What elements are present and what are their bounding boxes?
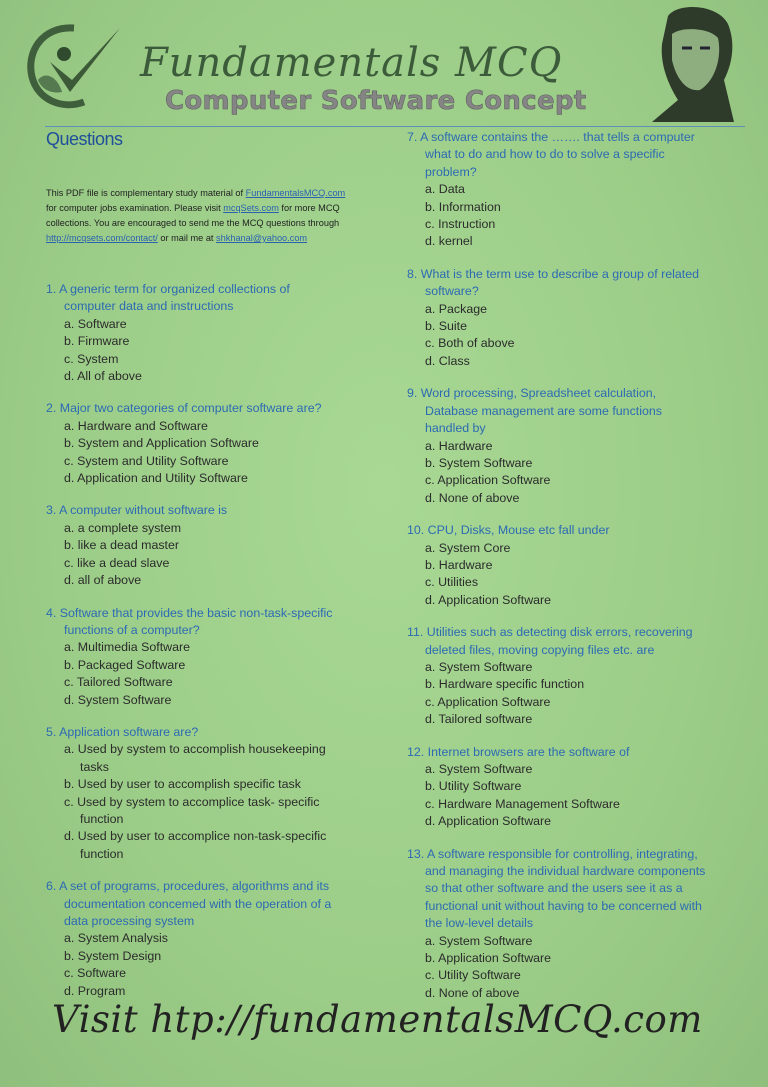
answer-option: a. a complete system	[64, 520, 182, 535]
question-block	[407, 624, 727, 728]
intro-text: for computer jobs examination. Please visit	[46, 203, 224, 213]
answer-option: a. System Software	[425, 933, 533, 948]
answer-option: b. System and Application Software	[64, 436, 259, 451]
section-heading: Questions	[46, 129, 123, 149]
answer-option: c. Hardware Management Software	[425, 796, 620, 811]
question-text: 11. Utilities such as detecting disk errors, recovering deleted files, moving copying files etc. are	[407, 625, 693, 657]
answer-option: b. Used by user to accomplish specific task	[64, 777, 301, 792]
answer-option: c. Utility Software	[425, 968, 521, 983]
intro-text: for more MCQ	[278, 203, 340, 213]
answer-option: c. Used by system to accomplice task- specific function	[64, 794, 320, 826]
answer-option: d. Application Software	[425, 814, 552, 829]
author-photo	[638, 4, 746, 122]
mcqsets-link[interactable]: mcqSets.com	[223, 203, 279, 213]
answer-option: d. Application and Utility Software	[64, 471, 248, 486]
intro-paragraph	[46, 186, 366, 246]
question-text: 2. Major two categories of computer software are?	[46, 401, 322, 416]
fundamentals-mcq-logo	[22, 22, 127, 110]
answer-option: b. Utility Software	[425, 779, 522, 794]
answer-option: b. Firmware	[64, 334, 130, 349]
question-text: 7. A software contains the ……. that tells a computer what to do and how to do to solve a specific problem?	[407, 130, 695, 179]
answer-option: a. Data	[425, 182, 465, 197]
header-divider	[45, 126, 745, 127]
question-text: 6. A set of programs, procedures, algorithms and its documentation concemed with the operation of a data processing system	[46, 879, 332, 928]
answer-option: d. kernel	[425, 234, 473, 249]
answer-option: d. all of above	[64, 573, 142, 588]
question-block	[407, 129, 727, 251]
question-block	[407, 846, 727, 1003]
answer-option: d. System Software	[64, 692, 172, 707]
question-block	[407, 385, 727, 507]
footer-website-banner: Visit htp://fundamentalsMCQ.com	[52, 998, 703, 1041]
question-block	[46, 502, 361, 589]
question-block	[46, 605, 361, 709]
document-subtitle: Computer Software Concept	[165, 86, 587, 116]
answer-option: d. Tailored software	[425, 712, 533, 727]
answer-option: b. Suite	[425, 319, 468, 334]
answer-option: b. Hardware specific function	[425, 677, 585, 692]
question-block	[407, 266, 727, 370]
answer-option: c. Tailored Software	[64, 675, 173, 690]
intro-text: collections. You are encouraged to send me the MCQ questions through	[46, 218, 340, 228]
question-block	[407, 744, 727, 831]
question-text: 9. Word processing, Spreadsheet calculation, Database management are some functions handled by	[407, 386, 662, 436]
question-block	[46, 724, 361, 863]
answer-option: b. System Design	[64, 948, 162, 963]
answer-option: a. Used by system to accomplish housekeeping tasks	[64, 742, 326, 774]
answer-option: b. Packaged Software	[64, 657, 186, 672]
question-text: 13. A software responsible for controlling, integrating, and managing the individual hardware components so that other software and the users see it as a functional unit without having to be concerned with the low-level details	[407, 846, 706, 931]
answer-option: d. None of above	[425, 490, 520, 505]
right-question-column	[407, 129, 727, 1017]
answer-option: a. System Core	[425, 540, 511, 555]
answer-option: b. Application Software	[425, 951, 552, 966]
answer-option: c. Application Software	[425, 473, 551, 488]
answer-option: a. Software	[64, 316, 127, 331]
answer-option: d. Application Software	[425, 592, 552, 607]
answer-option: a. Multimedia Software	[64, 640, 191, 655]
answer-option: c. Software	[64, 966, 126, 981]
question-text: 12. Internet browsers are the software of	[407, 744, 630, 759]
question-block	[407, 522, 727, 609]
answer-option: b. like a dead master	[64, 538, 180, 553]
answer-option: b. Hardware	[425, 557, 493, 572]
intro-text: This PDF file is complementary study material of	[46, 188, 246, 198]
answer-option: a. Package	[425, 301, 487, 316]
answer-option: b. System Software	[425, 455, 533, 470]
fundamentalsmcq-link[interactable]: FundamentalsMCQ.com	[245, 188, 346, 198]
left-question-column	[46, 281, 361, 1015]
question-block	[46, 400, 361, 487]
question-text: 8. What is the term use to describe a group of related software?	[407, 266, 700, 299]
answer-option: c. Instruction	[425, 217, 496, 232]
answer-option: a. Hardware	[425, 438, 493, 453]
answer-option: b. Information	[425, 199, 501, 214]
question-block	[46, 281, 361, 385]
answer-option: d. Class	[425, 353, 470, 368]
answer-option: a. System Software	[425, 659, 533, 674]
contact-link[interactable]: http://mcqsets.com/contact/	[46, 233, 158, 243]
answer-option: c. Application Software	[425, 694, 551, 709]
question-text: 5. Application software are?	[46, 724, 199, 739]
intro-text: or mail me at	[157, 233, 217, 243]
question-text: 4. Software that provides the basic non-task-specific functions of a computer?	[46, 605, 333, 637]
answer-option: d. Used by user to accomplice non-task-specific function	[64, 829, 327, 861]
site-title: Fundamentals MCQ	[140, 40, 563, 86]
answer-option: d. All of above	[64, 369, 142, 384]
question-text: 3. A computer without software is	[46, 503, 228, 518]
email-link[interactable]: shkhanal@yahoo.com	[216, 233, 308, 243]
answer-option: c. System and Utility Software	[64, 453, 229, 468]
question-block	[46, 878, 361, 1000]
answer-option: c. System	[64, 351, 119, 366]
answer-option: c. Utilities	[425, 575, 479, 590]
answer-option: a. System Software	[425, 762, 533, 776]
answer-option: a. Hardware and Software	[64, 418, 208, 433]
answer-option: a. System Analysis	[64, 931, 168, 946]
answer-option: c. Both of above	[425, 336, 515, 351]
answer-option: d. Program	[64, 983, 126, 998]
question-text: 10. CPU, Disks, Mouse etc fall under	[407, 523, 610, 538]
question-text: 1. A generic term for organized collections of computer data and instructions	[46, 282, 290, 314]
answer-option: d. None of above	[425, 985, 520, 1000]
answer-option: c. like a dead slave	[64, 555, 170, 570]
